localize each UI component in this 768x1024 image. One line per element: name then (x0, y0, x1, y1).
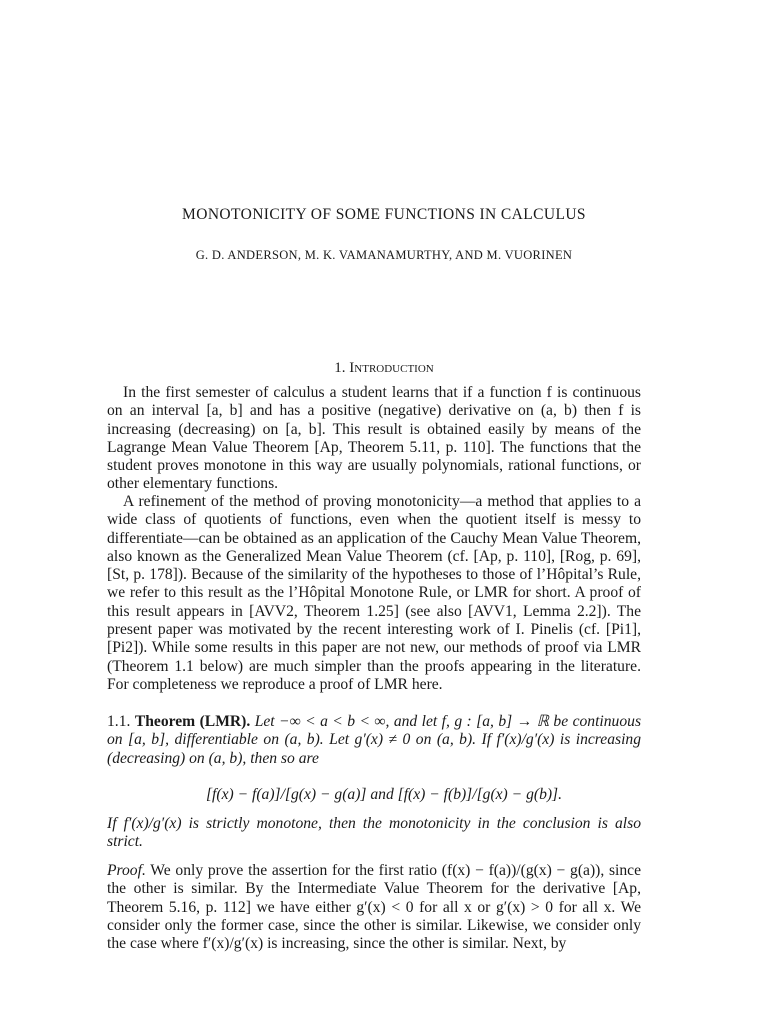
section-heading (0, 360, 768, 377)
proof-label: Proof. (107, 862, 146, 879)
section-number: 1. (334, 360, 346, 376)
paper-title: MONOTONICITY OF SOME FUNCTIONS IN CALCULUS (182, 206, 586, 223)
theorem-strict-clause: If f′(x)/g′(x) is strictly monotone, then the monotonicity in the conclusion is also strict. (107, 815, 641, 851)
theorem-display-formula: [f(x) − f(a)]/[g(x) − g(a)] and [f(x) − f(b)]/[g(x) − g(b)]. (205, 786, 563, 803)
theorem-name: Theorem (LMR). (134, 713, 251, 730)
intro-paragraph-2: A refinement of the method of proving monotonicity—a method that applies to a wide class of quotients of functions, even when the quotient itself is messy to differentiate—can be obtained as an application of the Cauchy Mean Value Theorem, also known as the Generalized Mean Value Theorem (cf. [Ap, p. 110], [Rog, p. 69], [St, p. 178]). Because of the similarity of the hypotheses to those of l’Hôpital’s Rule, we refer to this result as the l’Hôpital Monotone Rule, or LMR for short. A proof of this result appears in [AVV2, Theorem 1.25] (see also [AVV1, Lemma 2.2]). The present paper was motivated by the recent interesting work of I. Pinelis (cf. [Pi1], [Pi2]). While some results in this paper are not new, our methods of proof via LMR (Theorem 1.1 below) are much simpler than the proofs appearing in the literature. For completeness we reproduce a proof of LMR here. (107, 493, 641, 693)
section-title: Introduction (349, 360, 434, 376)
proof-block (107, 862, 641, 953)
proof-text: We only prove the assertion for the first ratio (f(x) − f(a))/(g(x) − g(a)), since the other is similar. By the Intermediate Value Theorem for the derivative [Ap, Theorem 5.16, p. 112] we have either g′(x) < 0 for all x or g′(x) > 0 for all x. We consider only the former case, since the other is similar. Likewise, we consider only the case where f′(x)/g′(x) is increasing, since the other is similar. Next, by (107, 862, 641, 953)
theorem-number: 1.1. (107, 713, 131, 730)
theorem-statement: Let −∞ < a < b < ∞, and let f, g : [a, b] → ℝ be continuous on [a, b], differentiable on (a, b). Let g′(x) ≠ 0 on (a, b). If f′(x)/g′(x) is increasing (decreasing) on (a, b), then so are (107, 713, 642, 767)
intro-paragraph-1: In the first semester of calculus a student learns that if a function f is continuous on an interval [a, b] and has a positive (negative) derivative on (a, b) then f is increasing (decreasing) on [a, b]. This result is obtained easily by means of the Lagrange Mean Value Theorem [Ap, Theorem 5.11, p. 110]. The functions that the student proves monotone in this way are usually polynomials, rational functions, or other elementary functions. (107, 384, 641, 493)
paper-authors: G. D. ANDERSON, M. K. VAMANAMURTHY, AND M. VUORINEN (195, 248, 573, 262)
theorem-block (107, 713, 641, 768)
